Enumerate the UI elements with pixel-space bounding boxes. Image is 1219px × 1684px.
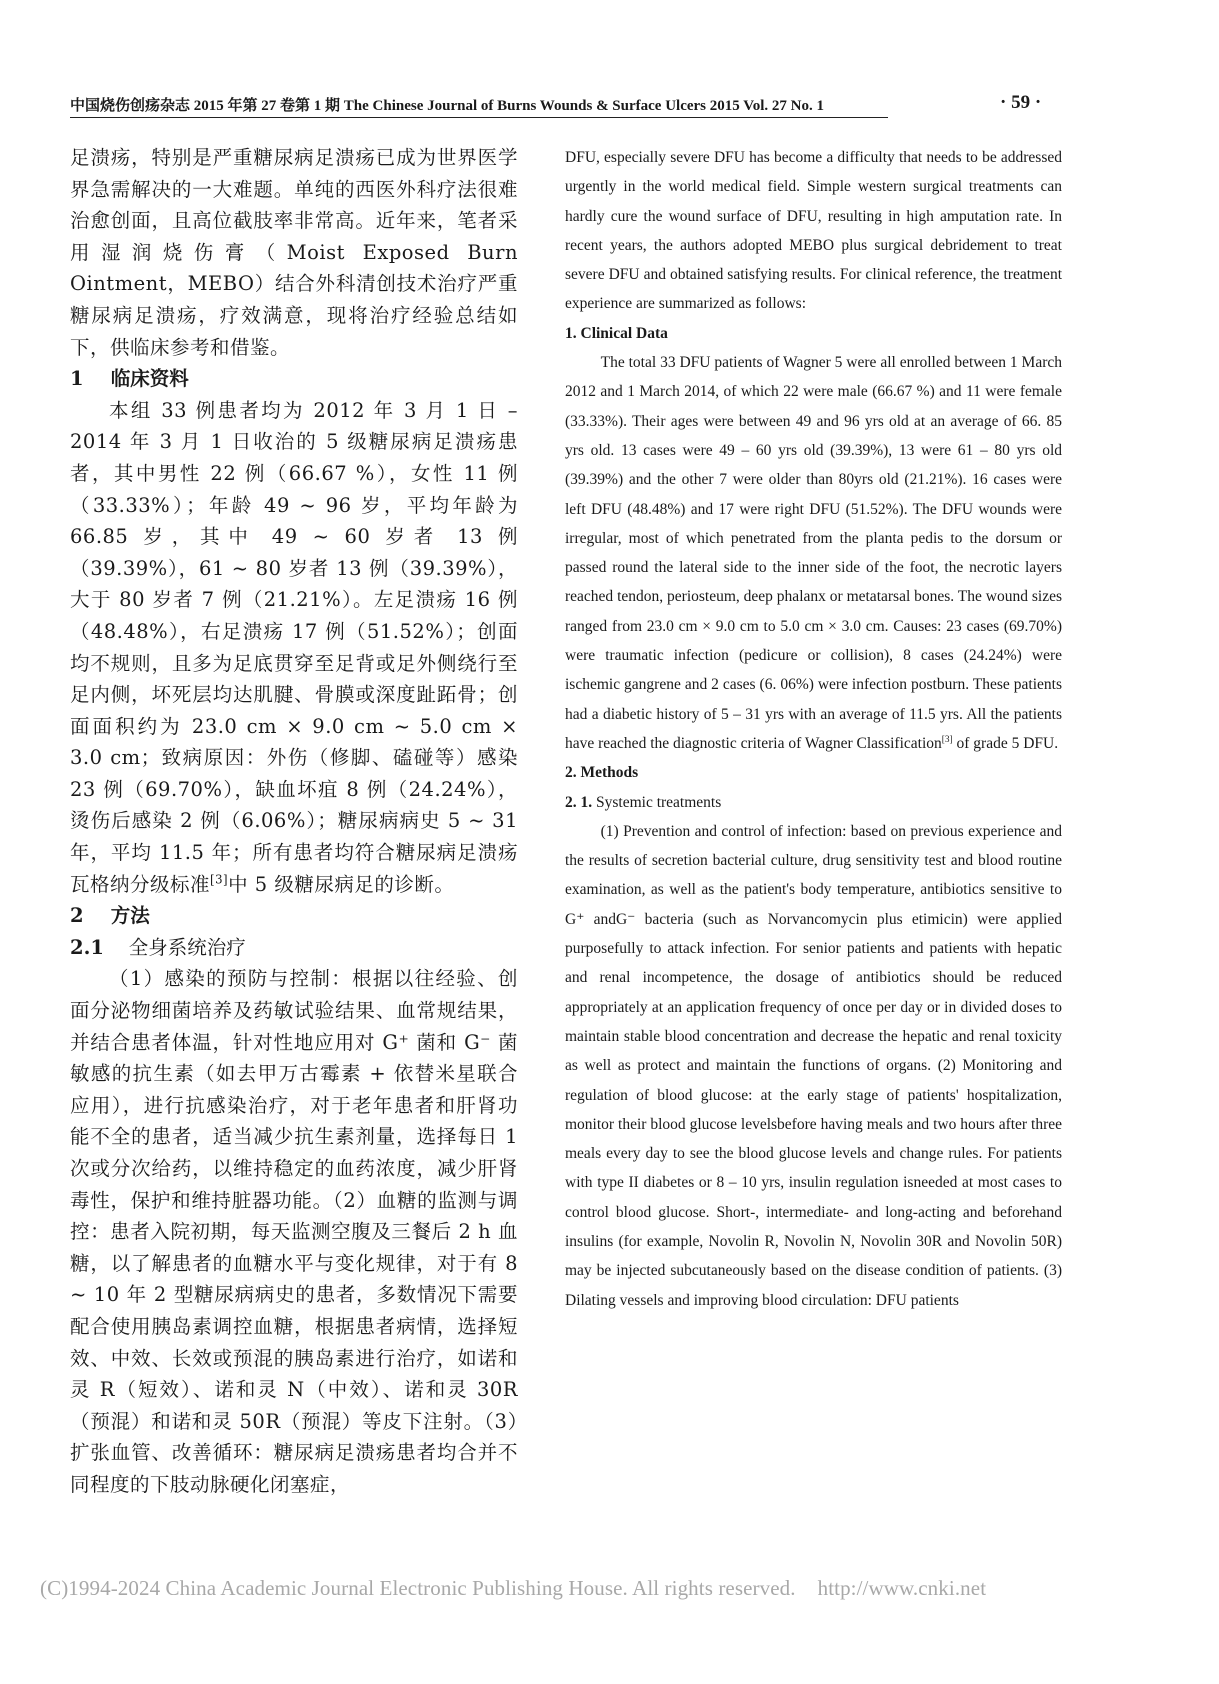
- clinical-data-text-end: 中 5 级糖尿病足的诊断。: [228, 872, 455, 896]
- section-title: 临床资料: [110, 367, 189, 391]
- cnki-url[interactable]: http://www.cnki.net: [817, 1576, 987, 1600]
- journal-name-cn: 中国烧伤创疡杂志 2015 年第 27 卷第 1 期: [70, 98, 341, 114]
- clinical-data-paragraph-en: [565, 348, 1062, 758]
- clinical-data-text-end: of grade 5 DFU.: [952, 734, 1059, 752]
- subsection-heading-systemic-en: [565, 788, 1062, 817]
- page-number: · 59 ·: [1000, 92, 1042, 113]
- subsection-title: Systemic treatments: [592, 793, 722, 811]
- copyright-text: (C)1994-2024 China Academic Journal Electronic Publishing House. All rights reserved.: [40, 1576, 796, 1600]
- section-heading-clinical-data-en: 1. Clinical Data: [565, 324, 668, 342]
- clinical-data-text: 本组 33 例患者均为 2012 年 3 月 1 日 – 2014 年 3 月 1 日收治的 5 级糖尿病足溃疡患者，其中男性 22 例（66.67 %），女性 11 例（33.33%）；年龄 49 ~ 96 岁，平均年龄为 66.85 岁，其中 49 ~ 60 岁者 13 例（39.39%），61 ~ 80 岁者 13 例（39.39%），大于 80 岁者 7 例（21.21%）。左足溃疡 16 例（48.48%），右足溃疡 17 例（51.52%）；创面均不规则，且多为足底贯穿至足背或足外侧绕行至足内侧，坏死层均达肌腱、骨膜或深度趾跖骨；创面面积约为 23.0 cm × 9.0 cm ~ 5.0 cm × 3.0 cm；致病原因：外伤（修脚、磕碰等）感染 23 例（69.70%），缺血坏疽 8 例（24.24%），烫伤后感染 2 例（6.06%）；糖尿病病史 5 ~ 31 年，平均 11.5 年；所有患者均符合糖尿病足溃疡瓦格纳分级标准: [70, 398, 518, 896]
- systemic-treatment-paragraph-cn: （1）感染的预防与控制：根据以往经验、创面分泌物细菌培养及药敏试验结果、血常规结果，并结合患者体温，针对性地应用对 G⁺ 菌和 G⁻ 菌敏感的抗生素（如去甲万古霉素 + 依替米星联合应用），进行抗感染治疗，对于老年患者和肝肾功能不全的患者，适当减少抗生素剂量，选择每日 1 次或分次给药，以维持稳定的血药浓度，减少肝肾毒性，保护和维持脏器功能。（2）血糖的监测与调控：患者入院初期，每天监测空腹及三餐后 2 h 血糖，以了解患者的血糖水平与变化规律，对于有 8 ~ 10 年 2 型糖尿病病史的患者，多数情况下需要配合使用胰岛素调控血糖，根据患者病情，选择短效、中效、长效或预混的胰岛素进行治疗，如诺和灵 R（短效）、诺和灵 N（中效）、诺和灵 30R（预混）和诺和灵 50R（预混）等皮下注射。（3）扩张血管、改善循环：糖尿病足溃疡患者均合并不同程度的下肢动脉硬化闭塞症，: [70, 967, 518, 1496]
- intro-paragraph-cn: 足溃疡，特别是严重糖尿病足溃疡已成为世界医学界急需解决的一大难题。单纯的西医外科疗法很难治愈创面，且高位截肢率非常高。近年来，笔者采用湿润烧伤膏（Moist Exposed Burn Ointment，MEBO）结合外科清创技术治疗严重糖尿病足溃疡，疗效满意，现将治疗经验总结如下，供临床参考和借鉴。: [70, 146, 518, 359]
- running-header: [70, 94, 824, 115]
- header-rule: [70, 117, 888, 118]
- systemic-treatment-paragraph-en: (1) Prevention and control of infection: based on previous experience and the results of secretion bacterial culture, drug sensitivity test and blood routine examination, as well as the patient's body temperature, antibiotics sensitive to G⁺ andG⁻ bacteria (such as Norvancomycin plus etimicin) were applied purposefully to attack infection. For senior patients and patients with hepatic and renal incompetence, the dosage of antibiotics should be reduced appropriately at an application frequency of once per day or in divided doses to maintain stable blood concentration and decrease the hepatic and renal toxicity as well as protect and maintain the functions of organs. (2) Monitoring and regulation of blood glucose: at the early stage of patients' hospitalization, monitor their blood glucose levelsbefore having meals and two hours after three meals every day to see the blood glucose levels and change rules. For patients with type II diabetes or 8 – 10 yrs, insulin regulation isneeded at most cases to control blood glucose. Short-, intermediate- and long-acting and beforehand insulins (for example, Novolin R, Novolin N, Novolin 30R and Novolin 50R) may be injected subcutaneously based on the disease condition of patients. (3) Dilating vessels and improving blood circulation: DFU patients: [565, 822, 1062, 1309]
- citation-ref[interactable]: [3]: [941, 734, 953, 745]
- citation-ref[interactable]: [3]: [210, 872, 229, 887]
- subsection-number: 2. 1.: [565, 793, 593, 811]
- chinese-column: [70, 142, 518, 1501]
- clinical-data-text: The total 33 DFU patients of Wagner 5 were all enrolled between 1 March 2012 and 1 March 2014, of which 22 were male (66.67 %) and 11 were female (33.33%). Their ages were between 49 and 96 yrs old at an average of 66. 85 yrs old. 13 cases were 49 – 60 yrs old (39.39%), 13 were 61 – 80 yrs old (39.39%) and the other 7 were older than 80yrs old (21.21%). 16 cases were left DFU (48.48%) and 17 were right DFU (51.52%). The DFU wounds were irregular, most of which penetrated from the planta pedis to the dorsum or passed round the lateral side to the inner side of the foot, the necrotic layers reached tendon, periosteum, deep phalanx or metatarsal bones. The wound sizes ranged from 23.0 cm × 9.0 cm to 5.0 cm × 3.0 cm. Causes: 23 cases (69.70%) were traumatic infection (pedicure or collision), 8 cases (24.24%) were ischemic gangrene and 2 cases (6. 06%) were infection postburn. These patients had a diabetic history of 5 – 31 yrs with an average of 11.5 yrs. All the patients have reached the diagnostic criteria of Wagner Classification: [565, 354, 1062, 752]
- copyright-footer: [40, 1576, 1180, 1601]
- journal-name-en: The Chinese Journal of Burns Wounds & Surface Ulcers 2015 Vol. 27 No. 1: [343, 98, 824, 114]
- subsection-heading-systemic-cn: [70, 932, 518, 964]
- section-heading-methods-en: 2. Methods: [565, 764, 639, 782]
- section-number: 2: [70, 904, 84, 928]
- intro-paragraph-en: DFU, especially severe DFU has become a difficulty that needs to be addressed urgently in the world medical field. Simple western surgical treatments can hardly cure the wound surface of DFU, resulting in high amputation rate. In recent years, the authors adopted MEBO plus surgical debridement to treat severe DFU and obtained satisfying results. For clinical reference, the treatment experience are summarized as follows:: [565, 149, 1062, 313]
- subsection-title: 全身系统治疗: [128, 935, 246, 959]
- section-heading-methods-cn: [70, 900, 518, 932]
- section-title: 方法: [110, 904, 150, 928]
- section-number: 1: [70, 367, 84, 391]
- english-column: [565, 143, 1062, 1315]
- subsection-number: 2.1: [70, 935, 104, 959]
- clinical-data-paragraph-cn: [70, 395, 518, 901]
- section-heading-clinical-data-cn: [70, 363, 518, 395]
